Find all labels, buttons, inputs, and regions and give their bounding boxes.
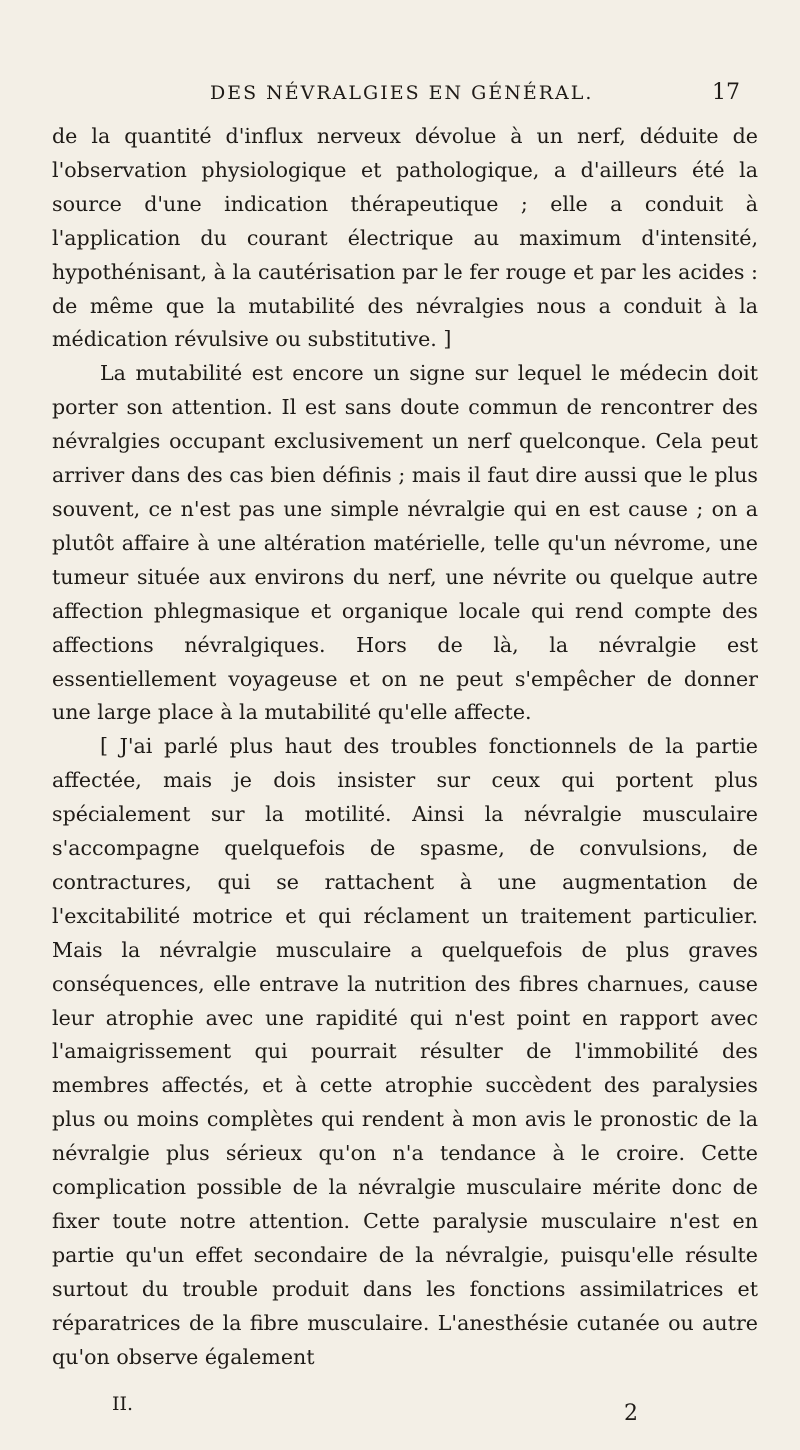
body-text — [52, 120, 758, 1375]
page-footer — [0, 1393, 800, 1433]
signature-mark: II. — [112, 1393, 134, 1415]
page-number: 17 — [712, 80, 740, 105]
running-title: DES NÉVRALGIES EN GÉNÉRAL. — [210, 82, 594, 104]
sheet-number: 2 — [624, 1401, 638, 1426]
paragraph-2: La mutabilité est encore un signe sur lequel le médecin doit porter son attention. Il est sans doute commun de rencontrer des névralgies occupant exclusivement un nerf quelconque. Cela peut arriver dans des cas bien définis ; mais il faut dire aussi que le plus souvent, ce n'est pas une simple névralgie qui en est cause ; on a plutôt affaire à une altération matérielle, telle qu'un névrome, une tumeur située aux environs du nerf, une névrite ou quelque autre affection phlegmasique et organique locale qui rend compte des affections névralgiques. Hors de là, la névralgie est essentiellement voyageuse et on ne peut s'empêcher de donner une large place à la mutabilité qu'elle affecte. — [52, 361, 758, 725]
running-head — [0, 82, 800, 112]
paragraph-1: de la quantité d'influx nerveux dévolue à un nerf, déduite de l'observation physiologique et pathologique, a d'ailleurs été la source d'une indication thérapeutique ; elle a conduit à l'application du courant électrique au maximum d'intensité, hypothénisant, à la cautérisation par le fer rouge et par les acides : de même que la mutabilité des névralgies nous a conduit à la médication révulsive ou substitutive. ] — [52, 124, 758, 352]
paragraph-3: [ J'ai parlé plus haut des troubles fonctionnels de la partie affectée, mais je dois insister sur ceux qui portent plus spécialement sur la motilité. Ainsi la névralgie musculaire s'accompagne quelquefois de spasme, de convulsions, de contractures, qui se rattachent à une augmentation de l'excitabilité motrice et qui réclament un traitement particulier. Mais la névralgie musculaire a quelquefois de plus graves conséquences, elle entrave la nutrition des fibres charnues, cause leur atrophie avec une rapidité qui n'est point en rapport avec l'amaigrissement qui pourrait résulter de l'immobilité des membres affectés, et à cette atrophie succèdent des paralysies plus ou moins complètes qui rendent à mon avis le pronostic de la névralgie plus sérieux qu'on n'a tendance à le croire. Cette complication possible de la névralgie musculaire mérite donc de fixer toute notre attention. Cette paralysie musculaire n'est en partie qu'un effet secondaire de la névralgie, puisqu'elle résulte surtout du trouble produit dans les fonctions assimilatrices et réparatrices de la fibre musculaire. L'anesthésie cutanée ou autre qu'on observe également — [52, 734, 758, 1369]
